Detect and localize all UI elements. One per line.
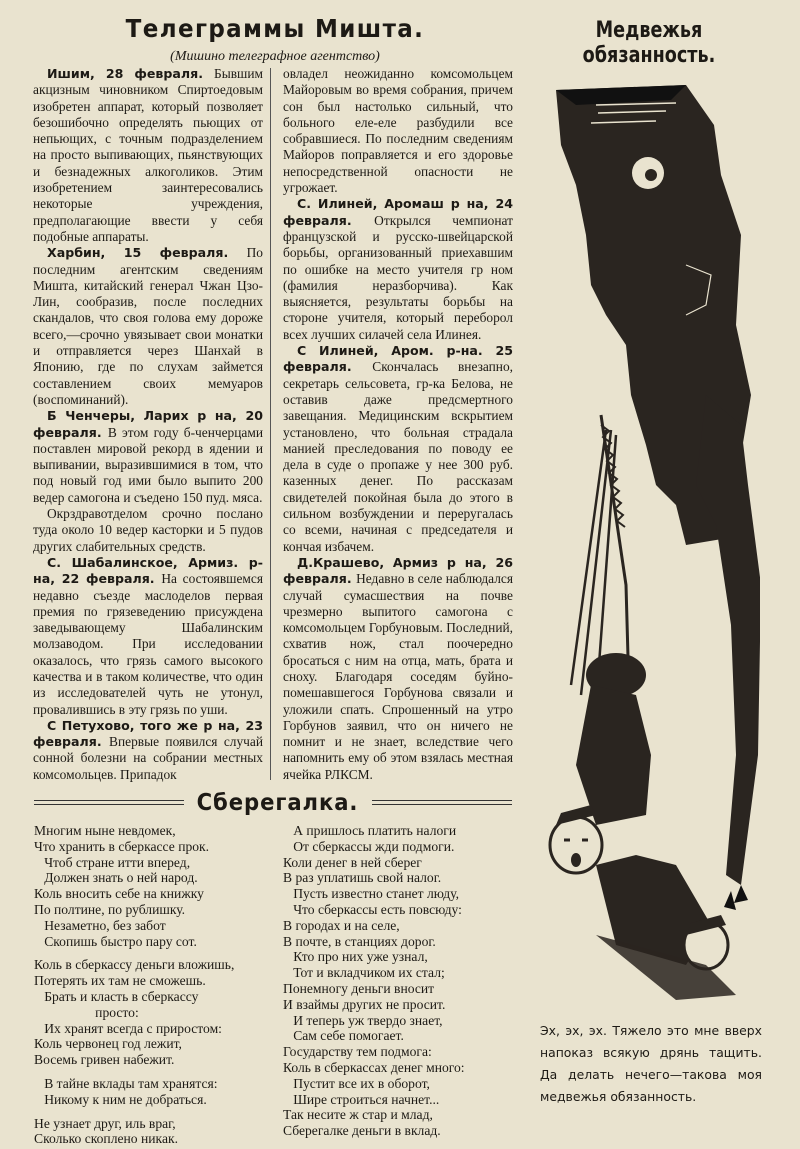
telegram-text: По последним агентским сведениям Мишта, китайский генерал Чжан Цзо-Лин, сообразив, после последних скандалов, что своя голова ему дороже всего,—срочно увязывает свои монатки и отправляется через Шанхай в Японию, где по слухам займется составлением своих мемуаров (воспоминаний). [33,245,263,407]
poem-line: Что хранить в сберкассе прок. [34,838,210,854]
telegrams-title: Телеграммы Мишта. [125,14,425,43]
poem-line: Многим ныне невдомек, [34,823,176,838]
telegram-text: Впервые появился случай сонной болезни на собрании местных комсомольцев. Припадок [33,734,263,782]
poem-line: Коли денег в ней сберег [283,854,422,870]
poem-line: И теперь уж твердо знает, [283,1012,443,1028]
poem-line [34,1068,234,1076]
poem-line: От сберкассы жди подмоги. [283,838,455,854]
poem-line: А пришлось платить налоги [283,823,457,838]
telegram-item [283,343,513,555]
poem-line: Сам себе помогает. [283,1028,404,1044]
telegram-text: Скончалась внезапно, секретарь сельсовета, гр-ка Белова, не оставив даже предсмертного завещания. Медицинским вскрытием установлено, что больная страдала манией преследования по поводу ее дела в суде о пропаже у нее 300 руб. казенных денег. По рассказам свидетелей покойная была до этого в сильном возбуждении и переругалась со всеми, начиная с председателя и кончая избачем. [283,359,513,554]
poem-line [34,949,234,957]
poem-line: Коль червонец год лежит, [34,1036,182,1052]
poem-column-left [34,823,234,1147]
poem-line [34,1108,234,1116]
telegram-text: В этом году б-ченчерцами поставлен мировой рекорд в ядении и выпивании, выразившимися в том, что под новый год ими было выпито 200 ведер самогона и съедено 150 пуд. мяса. [33,424,264,505]
poem-line: Никому к ним не добраться. [34,1091,207,1107]
poem-line: И взаймы других не просит. [283,996,446,1012]
telegram-item [283,555,513,783]
telegram-item [33,555,263,718]
poem-line: Должен знать о ней народ. [34,870,198,886]
telegram-text: Недавно в селе наблюдался случай сумасшествия на почве чрезмерно выпитого самогона с комсомольцем Горбуновым. Последний, схватив нож, стал поочередно бросаться с ним на отца, мать, брата и сноху. Благодаря соседям буйно-помешавшегося Горбунова связали и уложили спать. Спрошенный на утро Горбунов заявил, что он ничего не помнит и не знает, вследствие чего напомнить ему об этом взялась местная ячейка РЛКСМ. [283,571,513,782]
cartoon-title: Медвежья обязанность. [582,18,716,68]
poem-title-rule-right [372,800,512,805]
bear-cartoon-illustration [536,65,760,1015]
telegram-dateline: С Илиней, Аром. р-на. 25 февраля. [283,343,513,375]
poem-column-right [283,823,465,1139]
telegram-dateline: Харбин, 15 февраля. [47,245,247,261]
poem-line: Сколько скоплено никак. [34,1131,178,1147]
poem-title-rule-left [34,800,184,805]
telegram-item [33,245,263,408]
poem-line: Не узнает друг, иль враг, [34,1115,176,1131]
poem-line: Тот и вкладчиком их стал; [283,965,445,981]
telegram-dateline: С Петухово, того же р на, 23 февраля. [33,717,263,750]
telegram-dateline: С. Илиней, Аромаш р на, 24 февраля. [283,196,513,228]
poem-line: Восемь гривен набежит. [34,1052,175,1068]
telegram-dateline: С. Шабалинское, Армиз. р-на, 22 февраля. [33,554,263,587]
telegrams-subtitle: (Мишино телеграфное агентство) [170,49,380,64]
poem-line: Государству тем подмога: [283,1044,432,1060]
poem-line: Их хранят всегда с приростом: [34,1020,222,1036]
poem-line: Коль вносить себе на книжку [34,886,204,902]
telegram-text: Бывшим акцизным чиновником Спиртоедовым изобретен аппарат, который позволяет безошибочно определять пьющих от непьющих, с точным подразделением на просто выпивающих, пьянствующих и безнадежных алкоголиков. Этим изобретением заинтересовались некоторые учреждения, предполагающие ввести у себя подобные аппараты. [33,66,263,244]
poem-line: Коль в сберкассу деньги вложишь, [34,957,235,973]
telegram-dateline: Ишим, 28 февраля. [47,66,215,81]
telegram-dateline: Б Ченчеры, Ларих р на, 20 февраля. [33,408,263,440]
telegram-text: На состоявшемся недавно съезде маслоделов первая премия по грязеведению присуждена заведывающему Шабалинским молзаводом. При исследовании оказалось, что грязь самого высокого качества и в таком количестве, что один из исследователей чуть не утонул, провалившись в эту грязь по уши. [33,571,264,717]
poem-line: Шире строиться начнет... [283,1091,440,1107]
poem-line: Сберегалке деньги в вклад. [283,1123,441,1139]
poem-line: По полтине, по рублишку. [34,901,186,917]
telegram-item [33,66,263,245]
poem-line: Что сберкассы есть повсюду: [283,901,462,917]
poem-line: Брать и класть в сберкассу [34,988,199,1004]
poem-line: В тайне вклады там хранятся: [34,1075,218,1091]
poem-line: Чтоб стране итти вперед, [34,854,191,870]
telegram-item [33,408,263,506]
telegrams-column-right [283,66,513,783]
telegram-text: Открылся чемпионат французской и русско-швейцарской борьбы, организованный приехавшим по ошибке на место учителя гр ном (фамилия неразборчива). Как выясняется, результаты борьбы на стороне учителя, который переборол всех лучших силачей села Илинея. [283,212,513,342]
telegrams-column-left [33,66,263,783]
poem-line: В раз уплатишь свой налог. [283,870,442,886]
poem-line: Понемногу деньги вносит [283,980,435,996]
poem-line: Коль в сберкассах денег много: [283,1059,465,1075]
telegram-dateline: Д.Крашево, Армиз р на, 26 февраля. [283,554,513,587]
telegram-text: Окрздравотделом срочно послано туда около 10 ведер касторки и 5 пудов других слабительных средств. [33,506,263,554]
poem-line: Пустит все их в оборот, [283,1075,430,1091]
poem-line: В почте, в станциях дорог. [283,933,436,949]
poem-line: Скопишь быстро пару сот. [34,933,197,949]
telegram-item [33,718,263,783]
telegram-text: овладел неожиданно комсомольцем Майоровым во время собрания, причем сон был настолько сильный, что больного еле-еле разбудили все собравшиеся. По последним сведениям Майоров поправляется и его здоровье непосредственной опасности не угрожает. [283,66,513,196]
poem-title: Сберегалка. [196,790,359,816]
telegram-item [283,66,513,196]
poem-line: просто: [34,1004,139,1020]
poem-line: Так несите ж стар и млад, [283,1107,433,1123]
poem-line: Незаметно, без забот [34,917,166,933]
telegram-item [33,506,263,555]
column-divider [270,68,271,780]
poem-line: В городах и на селе, [283,917,400,933]
poem-line: Кто про них уже узнал, [283,949,428,965]
poem-line: Потерять их там не сможешь. [34,973,206,989]
telegram-item [283,196,513,343]
poem-line: Пусть известно станет люду, [283,886,460,902]
cartoon-caption: Эх, эх, эх. Тяжело это мне вверх напоказ всякую дрянь тащить. Да делать нечего—такова моя медвежья обязанность. [540,1023,762,1104]
